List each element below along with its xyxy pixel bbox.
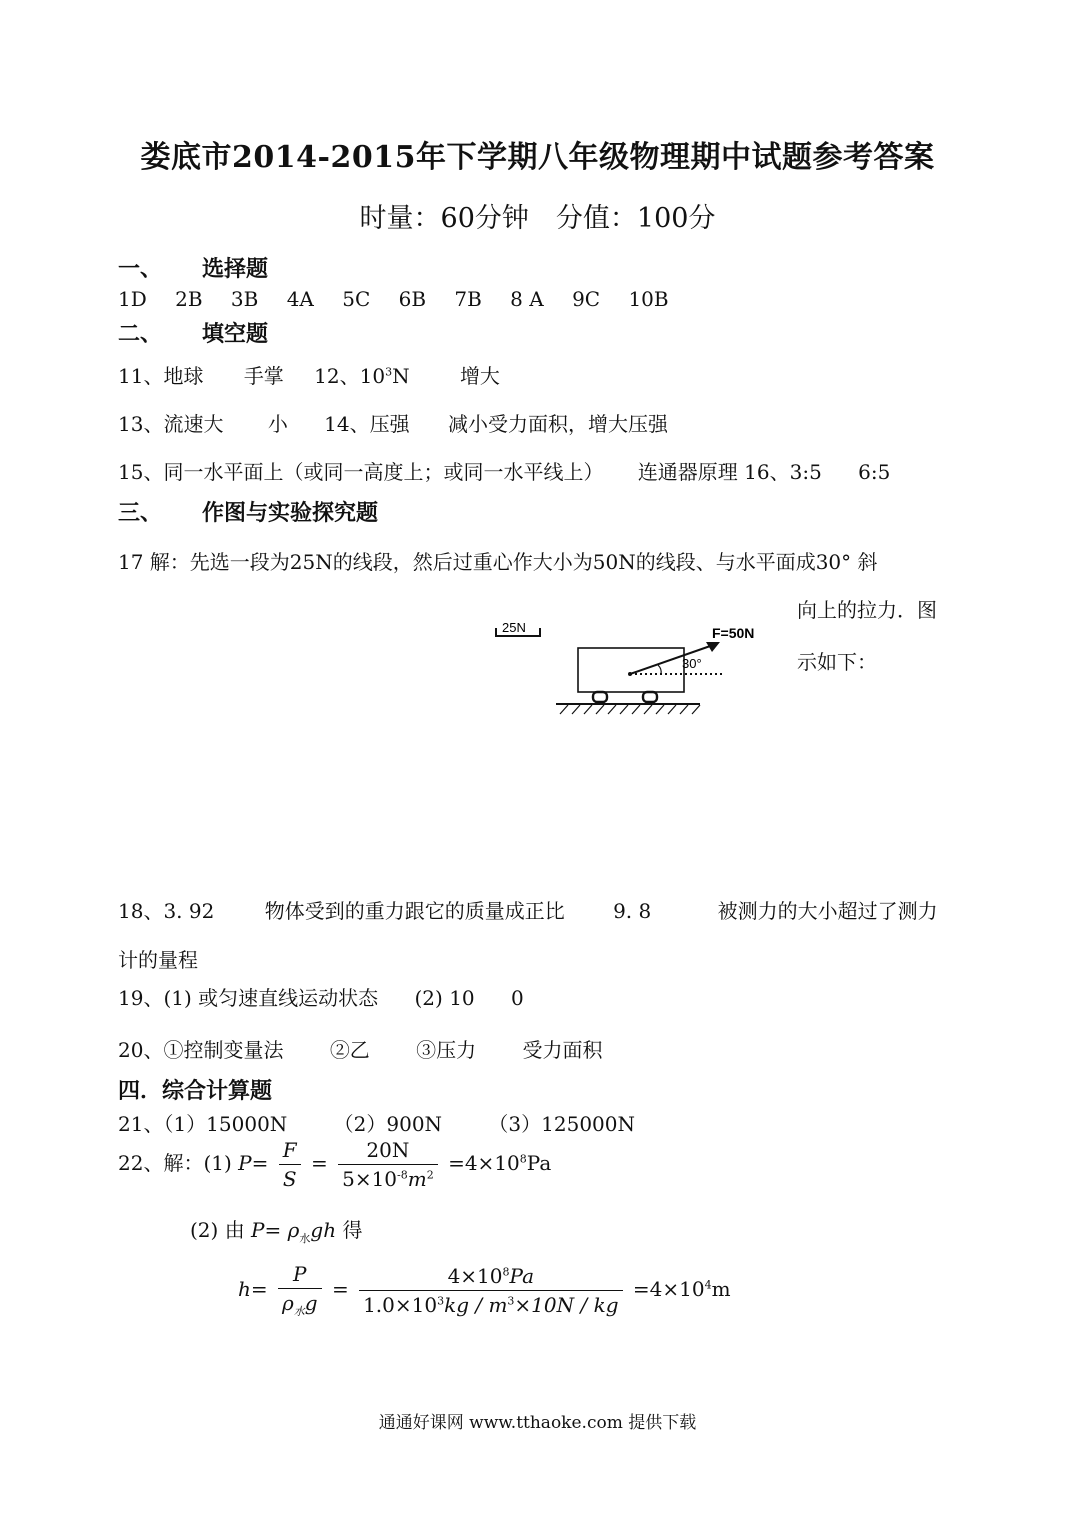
force-label: F=50N	[712, 625, 755, 641]
scale-label: 25N	[502, 620, 526, 635]
equals-sign: =	[331, 1277, 349, 1301]
fraction-f-over-s	[279, 1138, 301, 1191]
result-1-exponent: 8	[519, 1152, 527, 1166]
answer-21b: （2）900N	[333, 1112, 443, 1136]
force-diagram	[480, 610, 780, 730]
fraction-denominator: S	[282, 1167, 297, 1191]
answer-20b: ②乙	[329, 1038, 370, 1062]
section-2-heading	[118, 317, 268, 348]
answer-12a: 12、10	[314, 364, 386, 388]
fraction-denominator	[359, 1291, 622, 1317]
den-unit: kg / m	[444, 1293, 508, 1317]
num-exponent: 8	[502, 1265, 510, 1279]
choice-answer: 2B	[175, 287, 203, 311]
fraction-numerator: 20N	[338, 1138, 438, 1165]
q22-part-2	[190, 1214, 362, 1246]
fraction-numerator: P	[278, 1262, 322, 1289]
section-3-title: 作图与实验探究题	[202, 501, 379, 526]
answer-12a-exponent: 3	[385, 365, 393, 379]
q22-step2-tail: gh	[310, 1218, 337, 1242]
answer-19a: 19、(1) 或匀速直线运动状态	[118, 986, 379, 1010]
answer-12a-unit: N	[392, 364, 410, 388]
answer-19b: (2) 10	[414, 986, 475, 1010]
fraction-20n-over-area	[338, 1138, 438, 1191]
den-exponent: 3	[437, 1294, 445, 1308]
answer-18a: 18、3. 92	[118, 899, 215, 923]
choice-answer: 5C	[342, 287, 371, 311]
den-exponent: -8	[397, 1168, 408, 1182]
section-2-title: 填空题	[202, 322, 269, 347]
q19-line	[118, 982, 524, 1011]
num-unit: Pa	[509, 1264, 534, 1288]
angle-arc	[658, 665, 661, 674]
q20-line	[118, 1034, 603, 1063]
q17-text-line-1: 17 解：先选一段为25N的线段，然后过重心作大小为50N的线段、与水平面成30° 斜	[118, 550, 878, 574]
fraction-numerator	[359, 1264, 622, 1291]
wheel-right	[643, 692, 657, 702]
q22-step2-formula: P= ρ	[251, 1218, 300, 1242]
answer-20a: 20、①控制变量法	[118, 1038, 284, 1062]
section-3-heading	[118, 496, 378, 527]
answer-18b: 物体受到的重力跟它的质量成正比	[264, 899, 565, 923]
answer-11a: 11、地球	[118, 364, 204, 388]
answer-16b: 6:5	[858, 460, 891, 484]
answer-18e: 计的量程	[118, 948, 198, 972]
choice-answer: 7B	[454, 287, 482, 311]
footer-credit: 通通好课网 www.tthaoke.com 提供下载	[378, 1413, 697, 1433]
fraction-denominator	[338, 1165, 438, 1191]
section-2-number: 二、	[118, 322, 163, 347]
choice-answer: 4A	[286, 287, 314, 311]
choice-answer: 9C	[572, 287, 601, 311]
fill-answers-13-14	[118, 408, 668, 437]
choice-answer: 10B	[628, 287, 669, 311]
block	[578, 648, 684, 692]
choice-answer: 6B	[398, 287, 427, 311]
den-unit-exponent: 2	[426, 1168, 434, 1182]
q21-line	[118, 1108, 635, 1137]
q18-line-1	[118, 895, 938, 924]
angle-label: 30°	[682, 656, 702, 671]
answer-12b: 增大	[459, 364, 500, 388]
result-2: =4×10	[632, 1277, 705, 1301]
equals-sign: =	[310, 1151, 328, 1175]
answer-15b-16a: 连通器原理 16、3:5	[637, 460, 822, 484]
result-2-exponent: 4	[704, 1278, 712, 1292]
den-subscript: 水	[293, 1305, 305, 1318]
result-1: =4×10	[448, 1151, 520, 1175]
answer-15: 15、同一水平面上（或同一高度上；或同一水平线上）	[118, 460, 604, 484]
num-coefficient: 4×10	[447, 1264, 503, 1288]
choice-answer: 3B	[230, 287, 259, 311]
q22-part-3	[238, 1262, 731, 1319]
section-1-number: 一、	[118, 257, 163, 282]
answer-13b: 小	[267, 412, 288, 436]
q22-step2: (2) 由	[190, 1218, 245, 1242]
choice-answers	[118, 287, 669, 311]
answer-19c: 0	[511, 986, 524, 1010]
q17-text-line-3: 示如下：	[797, 650, 877, 674]
answer-20d: 受力面积	[522, 1038, 603, 1062]
answer-14a: 14、压强	[324, 412, 410, 436]
section-4-heading: 四．综合计算题	[118, 1079, 273, 1104]
section-1-heading	[118, 252, 268, 283]
den-unit: m	[407, 1167, 427, 1191]
fill-answers-15-16	[118, 456, 890, 485]
result-1-unit: Pa	[526, 1151, 552, 1175]
q22-step2-de: 得	[342, 1218, 363, 1242]
q17-text-line-2: 向上的拉力．图	[797, 598, 937, 622]
answer-14b: 减小受力面积，增大压强	[447, 412, 668, 436]
fill-answers-11-12	[118, 360, 500, 389]
den-unit-exponent: 3	[507, 1294, 515, 1308]
answer-20c: ③压力	[416, 1038, 477, 1062]
fraction-numeric	[359, 1264, 622, 1317]
choice-answer: 8 A	[510, 287, 544, 311]
choice-answer: 1D	[118, 287, 147, 311]
answer-21c: （3）125000N	[488, 1112, 635, 1136]
answer-13a: 13、流速大	[118, 412, 224, 436]
page-title: 娄底市2014-2015年下学期八年级物理期中试题参考答案	[140, 140, 935, 175]
q22-intro: 22、解：(1)	[118, 1151, 232, 1175]
den-coefficient: 5×10	[342, 1167, 398, 1191]
result-2-unit: m	[711, 1277, 731, 1301]
q22-h-equals: h=	[238, 1277, 268, 1301]
den-g: g	[304, 1291, 318, 1315]
q22-part-1	[118, 1138, 551, 1191]
center-of-gravity	[628, 672, 632, 676]
answer-21a: 21、（1）15000N	[118, 1112, 288, 1136]
den-tail: ×10N / kg	[514, 1293, 619, 1317]
section-1-title: 选择题	[202, 257, 269, 282]
fraction-numerator: F	[279, 1138, 301, 1165]
q22-step2-subscript: 水	[299, 1232, 311, 1245]
section-3-number: 三、	[118, 501, 163, 526]
ground-hatching	[560, 705, 700, 714]
wheel-left	[593, 692, 607, 702]
fraction-denominator	[278, 1289, 322, 1319]
answer-11b: 手掌	[243, 364, 284, 388]
q22-p-equals: P=	[238, 1151, 269, 1175]
fraction-p-over-rho-g	[278, 1262, 322, 1319]
den-rho: ρ	[282, 1291, 294, 1315]
answer-18c: 9. 8	[613, 899, 652, 923]
page-subtitle: 时量：60分钟 分值：100分	[359, 203, 716, 234]
den-coefficient: 1.0×10	[363, 1293, 438, 1317]
answer-18d: 被测力的大小超过了测力	[717, 899, 938, 923]
